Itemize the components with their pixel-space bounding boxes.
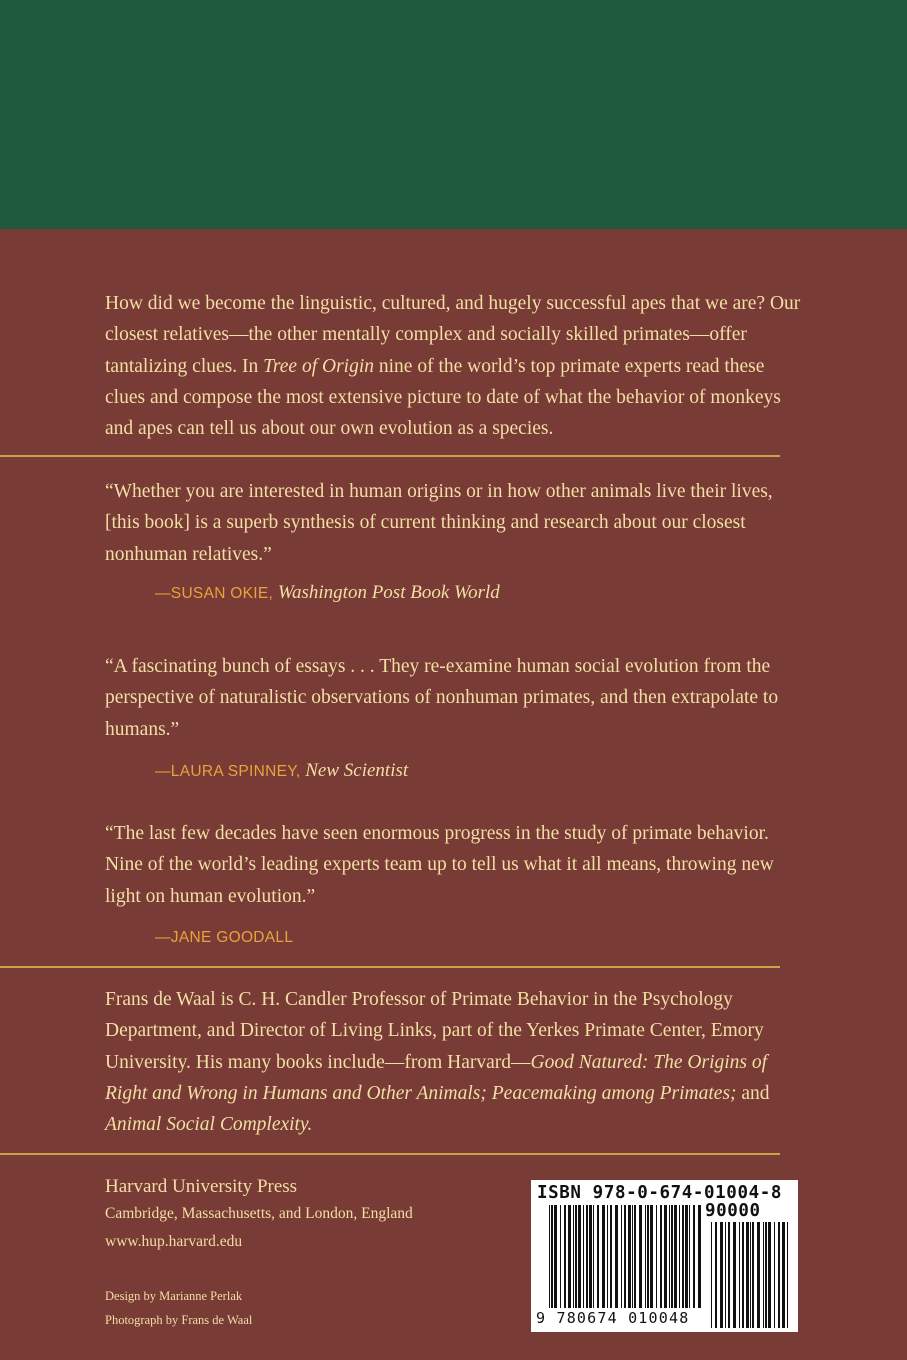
barcode-bar bbox=[554, 1205, 557, 1308]
quote-2: “A fascinating bunch of essays . . . They re-examine human social evolution from the perspective of naturalistic observations of nonhuman primates, and then extrapolate to humans.” bbox=[105, 656, 779, 740]
quote-1-attribution bbox=[155, 582, 500, 604]
barcode-bar bbox=[551, 1205, 553, 1308]
publisher-location: Cambridge, Massachusetts, and London, England bbox=[105, 1205, 413, 1222]
green-header-band bbox=[0, 0, 907, 229]
barcode-bar bbox=[757, 1222, 760, 1328]
barcode-bar bbox=[742, 1222, 744, 1328]
barcode-bar bbox=[628, 1205, 631, 1308]
quote-3: “The last few decades have seen enormous progress in the study of primate behavior. Nine of the world’s leading experts team up to tell us what it all means, throwing new light on human evolution.” bbox=[105, 823, 774, 907]
barcode-bar bbox=[615, 1205, 618, 1308]
barcode-bar bbox=[787, 1222, 788, 1328]
barcode-bar bbox=[560, 1205, 561, 1308]
description-text-1: How did we become the linguistic, cultured, and hugely successful apes that we are? Our closest relatives—the other mentally complex and socially skilled primates—offer tantalizing clues. In bbox=[105, 293, 801, 377]
bio-and: and bbox=[736, 1082, 770, 1104]
barcode-bar bbox=[720, 1222, 723, 1328]
barcode-bar bbox=[549, 1205, 550, 1308]
bio-text: Frans de Waal is C. H. Candler Professor of Primate Behavior in the Psychology Department, and Director of Living Links, part of the Yerkes Primate Center, Emory University. His many books include—from Harvard— bbox=[105, 989, 764, 1073]
barcode-bar bbox=[711, 1222, 712, 1328]
attribution-name: —LAURA SPINNEY, bbox=[155, 763, 301, 780]
barcode-bar bbox=[632, 1205, 633, 1308]
divider bbox=[0, 455, 780, 457]
barcode-bar bbox=[763, 1222, 764, 1328]
quote-2-attribution bbox=[155, 760, 408, 782]
quote-1: “Whether you are interested in human origins or in how other animals live their lives, [this book] is a superb synthesis of current thinking and research about our closest nonhuman relatives.” bbox=[105, 481, 773, 565]
attribution-name: —JANE GOODALL bbox=[155, 929, 294, 946]
barcode-bar bbox=[575, 1205, 577, 1308]
barcode-bar bbox=[568, 1205, 571, 1308]
barcode-bar bbox=[634, 1205, 636, 1308]
barcode-bar bbox=[593, 1205, 594, 1308]
barcode-bar bbox=[583, 1205, 584, 1308]
barcode-bar bbox=[650, 1205, 653, 1308]
bio-book-2: Animal Social Complexity. bbox=[105, 1114, 313, 1136]
barcode-bar bbox=[752, 1222, 754, 1328]
barcode-bar bbox=[660, 1205, 662, 1308]
barcode-bar bbox=[750, 1222, 751, 1328]
barcode-bar bbox=[639, 1205, 642, 1308]
barcode-bar bbox=[647, 1205, 649, 1308]
barcode-bar bbox=[725, 1222, 726, 1328]
barcode-bar bbox=[564, 1205, 566, 1308]
publisher-name: Harvard University Press bbox=[105, 1176, 298, 1197]
barcode-bar bbox=[597, 1205, 599, 1308]
divider bbox=[0, 966, 780, 968]
barcode-bar bbox=[739, 1222, 740, 1328]
barcode-bar bbox=[698, 1205, 701, 1308]
bio-book-1: Good Natured: The Origins of Right and Wrong in Humans and Other Animals; Peacemaking among Primates; bbox=[105, 1051, 768, 1104]
barcode-bar bbox=[746, 1222, 749, 1328]
publisher-url: www.hup.harvard.edu bbox=[105, 1233, 243, 1250]
attribution-name: —SUSAN OKIE, bbox=[155, 585, 274, 602]
attribution-publication: Washington Post Book World bbox=[277, 582, 500, 603]
book-title: Tree of Origin bbox=[263, 355, 374, 377]
barcode-bar bbox=[778, 1222, 780, 1328]
barcode-bar bbox=[693, 1205, 695, 1308]
barcode-bar bbox=[573, 1205, 574, 1308]
barcode-bar bbox=[728, 1222, 730, 1328]
barcode-bar bbox=[645, 1205, 646, 1308]
barcode-bar bbox=[610, 1205, 612, 1308]
barcode-bar bbox=[602, 1205, 605, 1308]
isbn-barcode bbox=[531, 1180, 798, 1332]
barcode-bar bbox=[669, 1205, 670, 1308]
divider bbox=[0, 1153, 780, 1155]
credits bbox=[105, 1284, 252, 1332]
barcode-bar bbox=[679, 1205, 680, 1308]
barcode-bar bbox=[715, 1222, 717, 1328]
publisher-block bbox=[105, 1174, 413, 1256]
barcode-bar bbox=[656, 1205, 657, 1308]
barcode-bar bbox=[607, 1205, 608, 1308]
barcode-bar bbox=[765, 1222, 767, 1328]
barcode-bar bbox=[733, 1222, 736, 1328]
barcode-bar bbox=[624, 1205, 626, 1308]
book-description bbox=[105, 288, 805, 444]
barcode-bar bbox=[685, 1205, 688, 1308]
ean-digits: 9 780674 010048 bbox=[536, 1309, 690, 1327]
barcode-bar bbox=[589, 1205, 592, 1308]
quote-3-attribution bbox=[155, 926, 293, 948]
barcode-bar bbox=[682, 1205, 684, 1308]
barcode-bar bbox=[621, 1205, 622, 1308]
attribution-publication: New Scientist bbox=[305, 760, 409, 781]
description-text-2: nine of the world’s top primate experts read these clues and compose the most extensive picture to date of what the behavior of monkeys and apes can tell us about our own evolution as a species. bbox=[105, 355, 781, 440]
price-code: 90000 bbox=[705, 1201, 761, 1221]
design-credit: Design by Marianne Perlak bbox=[105, 1289, 243, 1303]
author-bio bbox=[105, 984, 795, 1140]
barcode-bar bbox=[768, 1222, 771, 1328]
isbn-text: ISBN 978-0-674-01004-8 bbox=[537, 1183, 782, 1203]
barcode-bar bbox=[674, 1205, 677, 1308]
barcode-bar bbox=[671, 1205, 673, 1308]
barcode-bar bbox=[774, 1222, 775, 1328]
photo-credit: Photograph by Frans de Waal bbox=[105, 1313, 253, 1327]
barcode-bar bbox=[578, 1205, 581, 1308]
barcode-bar bbox=[689, 1205, 690, 1308]
barcode-bar bbox=[782, 1222, 785, 1328]
barcode-bar bbox=[586, 1205, 588, 1308]
barcode-bar bbox=[664, 1205, 667, 1308]
